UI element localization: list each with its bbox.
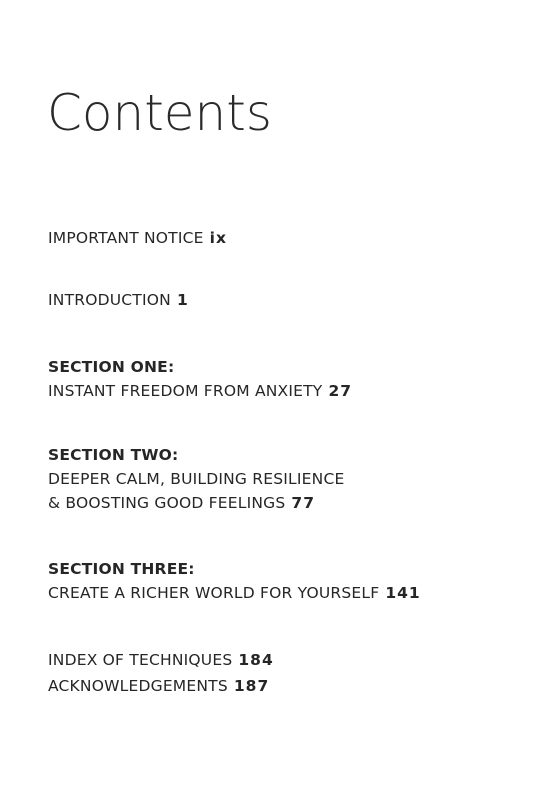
section-title-text: INSTANT FREEDOM FROM ANXIETY <box>48 382 323 400</box>
toc-page-number: ix <box>209 229 227 247</box>
toc-entry-important-notice[interactable] <box>48 226 227 250</box>
toc-entry-index-of-techniques[interactable] <box>48 648 274 672</box>
toc-entry-section-two[interactable] <box>48 443 344 515</box>
toc-page-number: 27 <box>328 382 353 400</box>
section-title-line <box>48 581 421 605</box>
toc-page-number: 141 <box>385 584 421 602</box>
toc-entry-section-three[interactable] <box>48 557 421 605</box>
toc-entry-label: IMPORTANT NOTICE <box>48 229 204 247</box>
toc-entry-introduction[interactable] <box>48 288 189 312</box>
section-title-line <box>48 491 344 515</box>
toc-entry-label: INTRODUCTION <box>48 291 171 309</box>
toc-page-number: 77 <box>291 494 315 512</box>
toc-entry-label: ACKNOWLEDGEMENTS <box>48 677 228 695</box>
section-title-text: & BOOSTING GOOD FEELINGS <box>48 494 286 512</box>
section-title-text: CREATE A RICHER WORLD FOR YOURSELF <box>48 584 380 602</box>
section-title-line: DEEPER CALM, BUILDING RESILIENCE <box>48 470 345 488</box>
section-title-line <box>48 379 352 403</box>
toc-entry-acknowledgements[interactable] <box>48 674 269 698</box>
section-heading: SECTION THREE: <box>48 560 195 578</box>
section-heading: SECTION ONE: <box>48 358 175 376</box>
toc-page-number: 187 <box>233 677 270 695</box>
toc-page-number: 1 <box>176 291 189 309</box>
toc-entry-label: INDEX OF TECHNIQUES <box>48 651 233 669</box>
toc-entry-section-one[interactable] <box>48 355 352 403</box>
page-title: Contents <box>47 84 272 142</box>
section-heading: SECTION TWO: <box>48 446 179 464</box>
toc-page-number: 184 <box>238 651 274 669</box>
